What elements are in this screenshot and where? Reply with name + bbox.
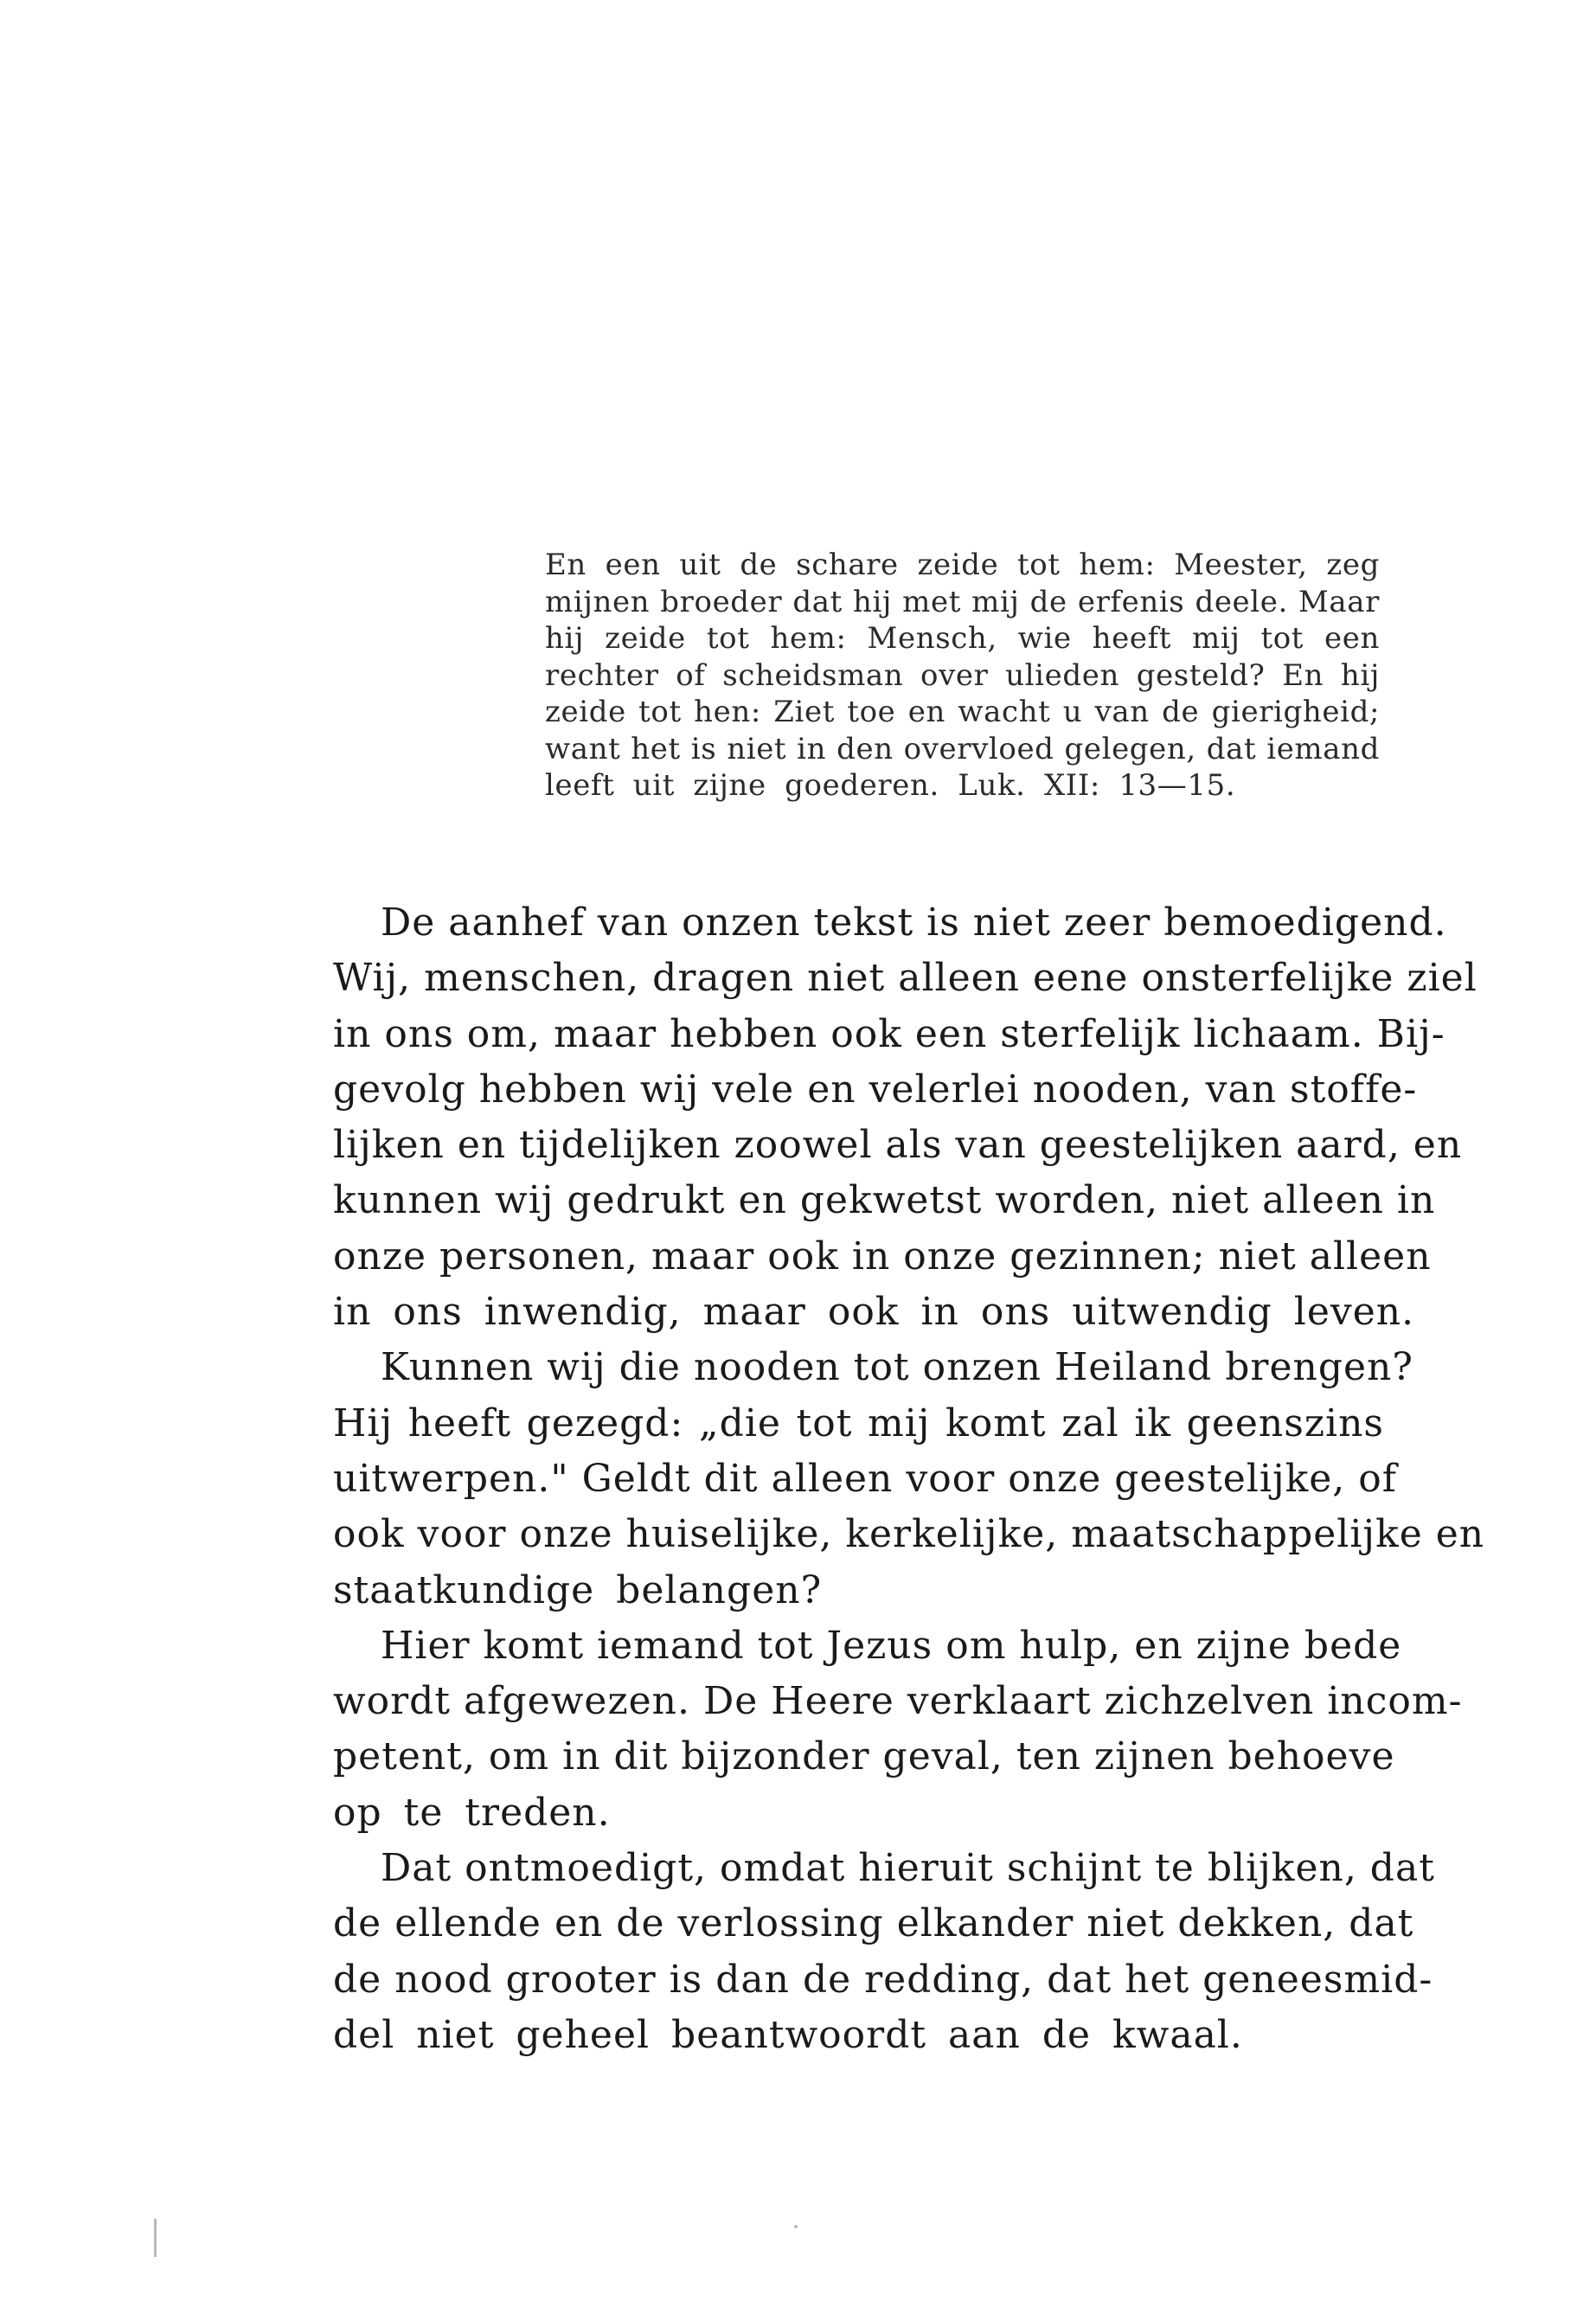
- text-line: Hij heeft gezegd: „die tot mij komt zal ik geenszins: [333, 1400, 1384, 1445]
- text-line: gevolg hebben wij vele en velerlei nooden, van stoffe-: [333, 1067, 1418, 1112]
- epigraph-quote: [545, 547, 1380, 804]
- margin-mark: [154, 2219, 157, 2257]
- epigraph-line: mijnen broeder dat hij met mij de erfenis deele. Maar: [545, 584, 1380, 619]
- text-line: De aanhef van onzen tekst is niet zeer bemoedigend.: [381, 901, 1447, 945]
- epigraph-line: want het is niet in den overvloed gelegen, dat iemand: [545, 731, 1380, 766]
- text-line: Dat ontmoedigt, omdat hieruit schijnt te blijken, dat: [381, 1846, 1435, 1891]
- text-line: ook voor onze huiselijke, kerkelijke, maatschappelijke en: [333, 1512, 1485, 1557]
- paragraph-2: [333, 1340, 1485, 1618]
- text-line: in ons om, maar hebben ook een sterfelijk lichaam. Bij-: [333, 1011, 1445, 1056]
- text-line: lijken en tijdelijken zoowel als van geestelijken aard, en: [333, 1123, 1463, 1168]
- text-line: petent, om in dit bijzonder geval, ten zijnen behoeve: [333, 1734, 1395, 1779]
- paragraph-3: [333, 1618, 1463, 1841]
- text-line: onze personen, maar ook in onze gezinnen; niet alleen: [333, 1234, 1432, 1279]
- epigraph-line: En een uit de schare zeide tot hem: Meester, zeg: [545, 548, 1380, 582]
- text-line: de nood grooter is dan de redding, dat het geneesmid-: [333, 1957, 1433, 2002]
- text-line: op te treden.: [333, 1790, 611, 1835]
- text-line: del niet geheel beantwoordt aan de kwaal.: [333, 2012, 1243, 2057]
- paragraph-1: [333, 895, 1477, 1340]
- margin-dot: [794, 2225, 798, 2228]
- epigraph-line: hij zeide tot hem: Mensch, wie heeft mij tot een: [545, 621, 1380, 656]
- epigraph-line: rechter of scheidsman over ulieden gesteld? En hij: [545, 657, 1380, 693]
- text-line: staatkundige belangen?: [333, 1567, 823, 1612]
- text-line: wordt afgewezen. De Heere verklaart zichzelven incom-: [333, 1679, 1463, 1724]
- text-line: in ons inwendig, maar ook in ons uitwendig leven.: [333, 1290, 1415, 1335]
- text-line: Hier komt iemand tot Jezus om hulp, en zijne bede: [381, 1623, 1402, 1668]
- text-line: uitwerpen." Geldt dit alleen voor onze geestelijke, of: [333, 1456, 1398, 1501]
- body-text: [333, 895, 1485, 2063]
- text-line: Wij, menschen, dragen niet alleen eene onsterfelijke ziel: [333, 956, 1477, 1001]
- text-line: kunnen wij gedrukt en gekwetst worden, niet alleen in: [333, 1178, 1436, 1223]
- epigraph-line-reference: leeft uit zijne goederen. Luk. XII: 13—15.: [545, 768, 1236, 803]
- text-line: Kunnen wij die nooden tot onzen Heiland brengen?: [381, 1345, 1413, 1390]
- text-line: de ellende en de verlossing elkander niet dekken, dat: [333, 1901, 1414, 1946]
- paragraph-4: [333, 1841, 1435, 2063]
- epigraph-line: zeide tot hen: Ziet toe en wacht u van de gierigheid;: [545, 695, 1380, 729]
